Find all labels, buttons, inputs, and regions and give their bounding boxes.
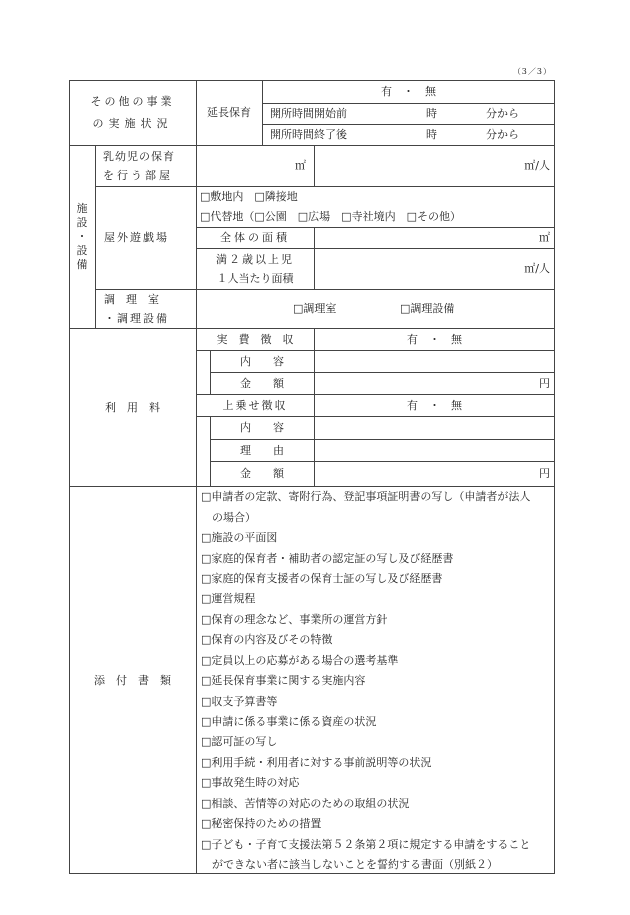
actual-cost-amount-yen[interactable]: 円 bbox=[539, 376, 550, 390]
attachment-item[interactable]: □施設の平面図 bbox=[201, 531, 278, 545]
other-business-label: その他の事業 bbox=[90, 94, 175, 108]
attachment-item[interactable]: □家庭的保育者・補助者の認定証の写し及び経歴書 bbox=[201, 551, 454, 565]
attachment-item[interactable]: □認可証の写し bbox=[201, 735, 278, 749]
attachments-label: 添 付 書 類 bbox=[94, 673, 171, 687]
close-after-label: 開所時間終了後 bbox=[270, 128, 347, 141]
open-before-label: 開所時間開始前 bbox=[270, 107, 347, 120]
kitchen-option-room[interactable]: □調理室 bbox=[293, 302, 337, 315]
attachment-item[interactable]: □相談、苦情等の対応のための取組の状況 bbox=[201, 796, 410, 810]
attachment-item[interactable]: □家庭的保育支援者の保育士証の写し及び経歴書 bbox=[201, 571, 443, 585]
attachment-item[interactable]: □事故発生時の対応 bbox=[201, 776, 300, 790]
kitchen-label-2: ・調理設備 bbox=[104, 312, 169, 325]
attachment-item[interactable]: □保育の理念など、事業所の運営方針 bbox=[201, 612, 388, 626]
per-child-area-value[interactable]: ㎡/人 bbox=[524, 262, 550, 275]
facilities-label-char: ・ bbox=[76, 229, 88, 243]
open-before-minute[interactable]: 分から bbox=[486, 107, 519, 120]
attachment-item[interactable]: □申請者の定款、寄附行為、登記事項証明書の写し（申請者が法人 bbox=[201, 490, 531, 504]
fees-label: 利 用 料 bbox=[105, 400, 160, 414]
actual-cost-content-label: 内 容 bbox=[240, 354, 284, 368]
playground-alternative-options[interactable]: □代替地（□公園 □広場 □寺社境内 □その他） bbox=[200, 210, 461, 223]
extended-care-has-none[interactable]: 有 ・ 無 bbox=[381, 85, 436, 98]
close-after-minute[interactable]: 分から bbox=[486, 128, 519, 141]
actual-cost-has-none[interactable]: 有 ・ 無 bbox=[407, 332, 462, 346]
facilities-label-char: 設 bbox=[76, 215, 88, 229]
attachment-item[interactable]: □保育の内容及びその特徴 bbox=[201, 633, 333, 647]
other-business-label-2: の実施状況 bbox=[92, 116, 173, 130]
page-number: （3／3） bbox=[512, 67, 552, 76]
attachment-item[interactable]: □子ども・子育て支援法第５２条第２項に規定する申請をすること bbox=[201, 837, 531, 851]
extended-care-label: 延長保育 bbox=[207, 106, 251, 119]
close-after-hour[interactable]: 時 bbox=[426, 128, 437, 141]
attachment-item: の場合） bbox=[201, 510, 256, 524]
per-child-area-label: 満２歳以上児 bbox=[216, 252, 294, 266]
infant-room-label: 乳幼児の保育 bbox=[103, 149, 175, 163]
actual-cost-amount-label: 金 額 bbox=[240, 376, 284, 390]
playground-label: 屋外遊戯場 bbox=[104, 231, 169, 244]
extra-charge-amount-yen[interactable]: 円 bbox=[539, 467, 550, 480]
facilities-label bbox=[69, 145, 95, 328]
facilities-label-char: 設 bbox=[76, 243, 88, 257]
per-child-area-label-2: １人当たり面積 bbox=[216, 271, 294, 285]
extra-charge-has-none[interactable]: 有 ・ 無 bbox=[407, 398, 462, 412]
attachment-item[interactable]: □申請に係る事業に係る資産の状況 bbox=[201, 715, 377, 729]
attachment-item[interactable]: □収支予算書等 bbox=[201, 694, 278, 708]
infant-room-label-2: を行う部屋 bbox=[103, 168, 173, 182]
actual-cost-label: 実 費 徴 収 bbox=[216, 332, 294, 346]
total-area-label: 全体の面積 bbox=[220, 231, 290, 244]
attachment-item[interactable]: □秘密保持のための措置 bbox=[201, 817, 322, 831]
attachment-item: ができない者に該当しないことを誓約する書面（別紙２） bbox=[201, 858, 498, 872]
total-area-value[interactable]: ㎡ bbox=[539, 231, 550, 244]
extra-charge-label: 上乗せ徴収 bbox=[222, 398, 288, 412]
kitchen-label: 調 理 室 bbox=[104, 293, 159, 306]
extra-charge-content-label: 内 容 bbox=[240, 421, 284, 434]
infant-room-area[interactable]: ㎡ bbox=[295, 159, 306, 172]
facilities-label-char: 施 bbox=[76, 201, 88, 215]
attachments-checklist bbox=[200, 486, 555, 874]
kitchen-option-equipment[interactable]: □調理設備 bbox=[400, 302, 455, 315]
extra-charge-reason-label: 理 由 bbox=[240, 443, 284, 457]
facilities-label-char: 備 bbox=[76, 257, 88, 271]
attachment-item[interactable]: □運営規程 bbox=[201, 592, 256, 606]
infant-room-per-child[interactable]: ㎡/人 bbox=[524, 159, 550, 172]
attachment-item[interactable]: □延長保育事業に関する実施内容 bbox=[201, 674, 366, 688]
open-before-hour[interactable]: 時 bbox=[426, 107, 437, 120]
extra-charge-amount-label: 金 額 bbox=[240, 467, 284, 480]
attachment-item[interactable]: □定員以上の応募がある場合の選考基準 bbox=[201, 653, 399, 667]
playground-location-options[interactable]: □敷地内 □隣接地 bbox=[200, 190, 298, 203]
attachment-item[interactable]: □利用手続・利用者に対する事前説明等の状況 bbox=[201, 755, 432, 769]
